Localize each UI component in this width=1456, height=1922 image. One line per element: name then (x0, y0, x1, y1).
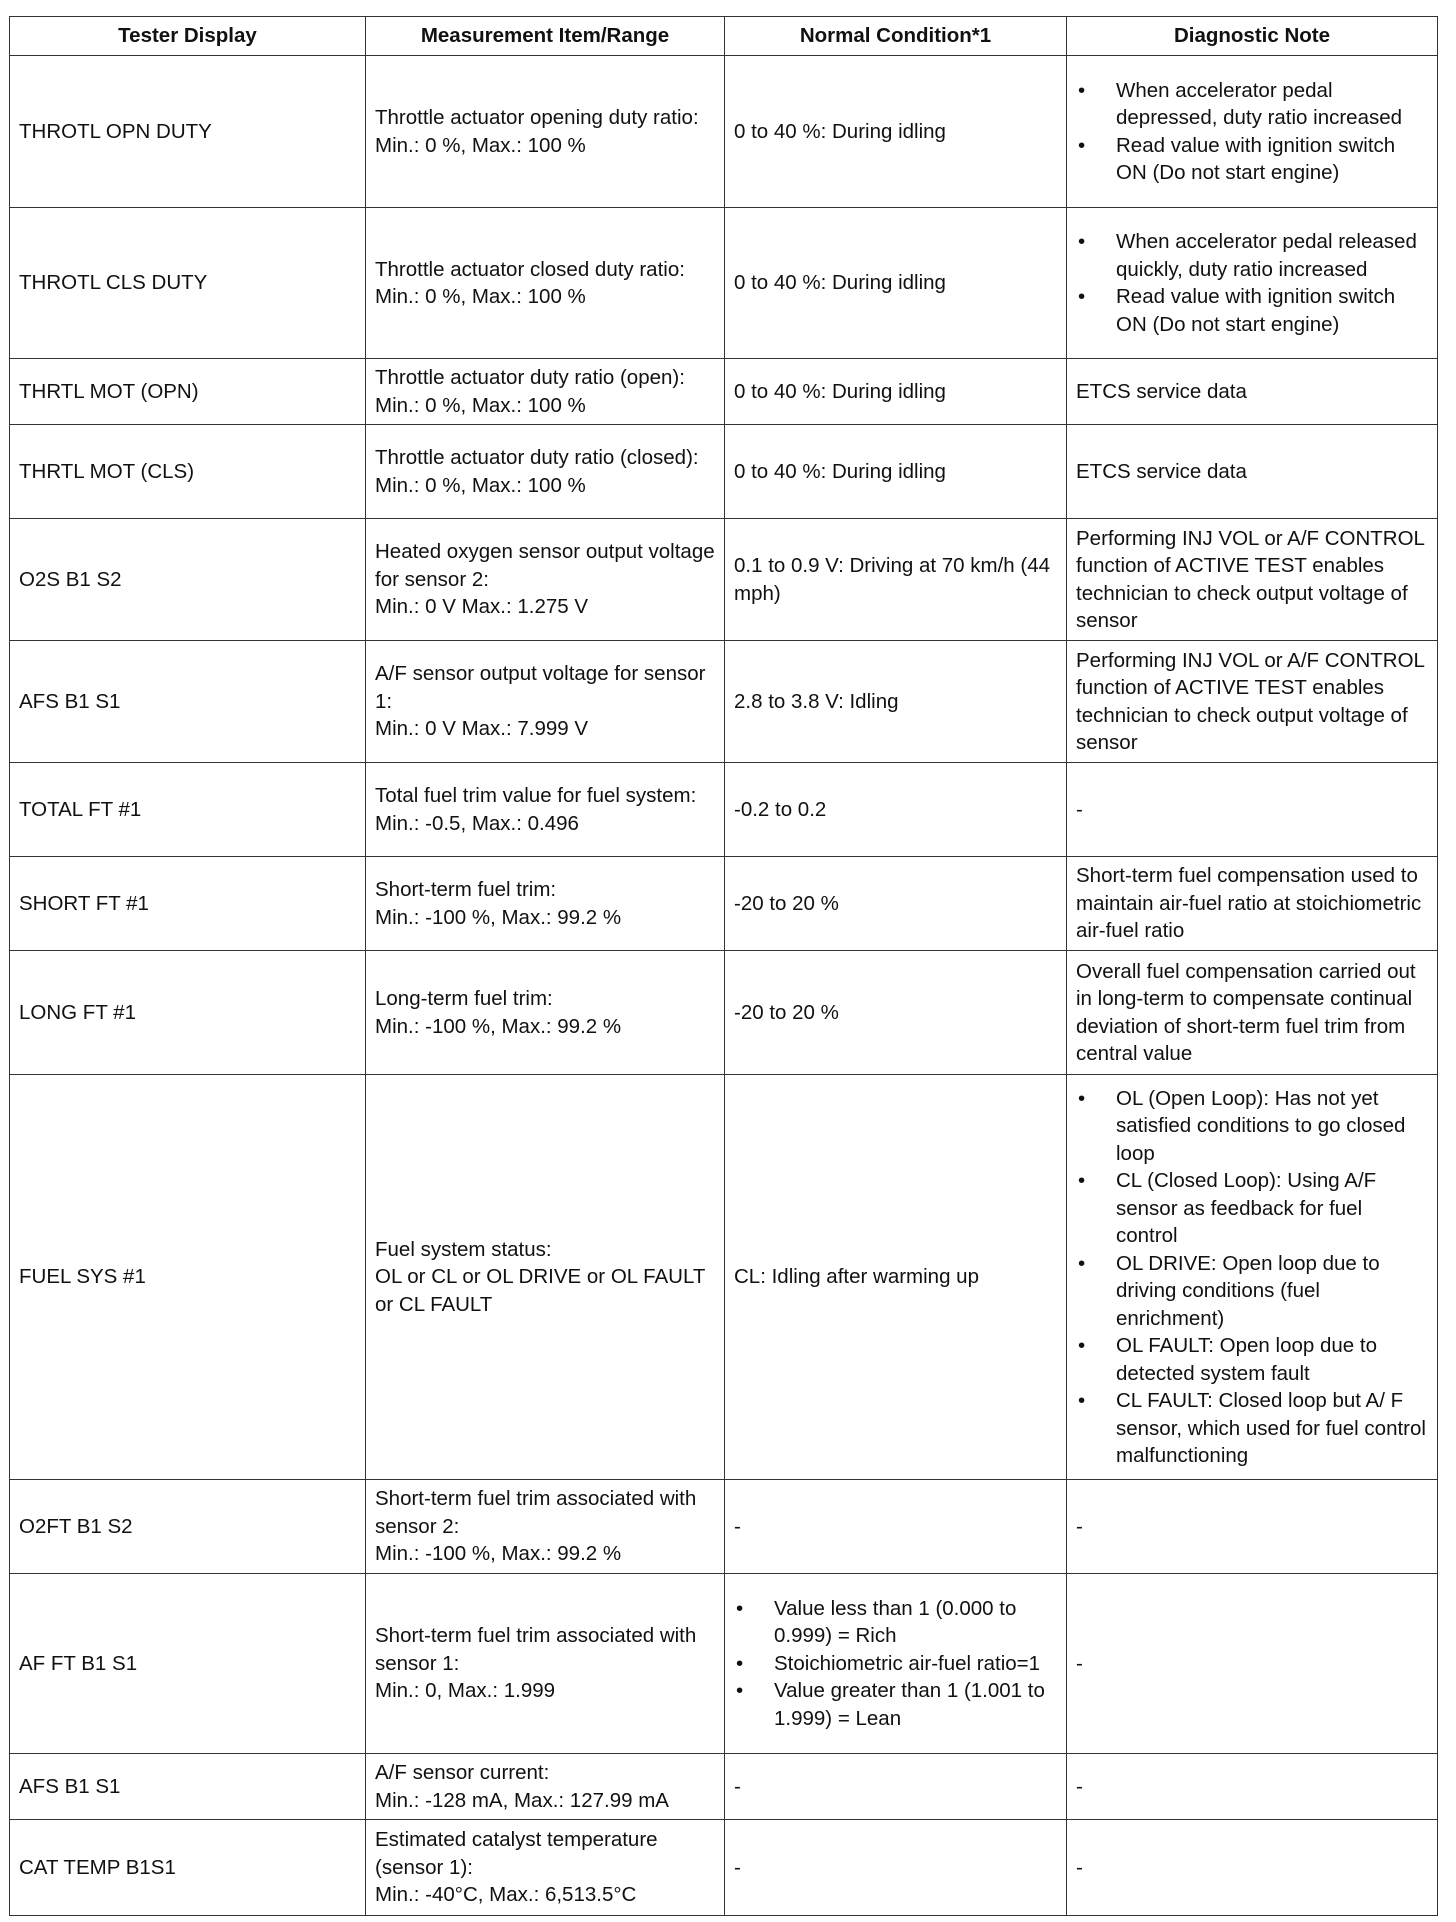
measurement-cell: Estimated catalyst temperature (sensor 1): Min.: -40°C, Max.: 6,513.5°C (366, 1820, 725, 1916)
note-bullet: • CL FAULT: Closed loop but A/ F sensor, which used for fuel control malfunctioning (1076, 1387, 1428, 1470)
tester-display-cell: LONG FT #1 (10, 951, 366, 1075)
note-bullet: • OL DRIVE: Open loop due to driving conditions (fuel enrichment) (1076, 1250, 1428, 1333)
normal-condition-cell: 0 to 40 %: During idling (725, 56, 1067, 208)
normal-condition-cell: - (725, 1480, 1067, 1574)
condition-bullet: • Stoichiometric air-fuel ratio=1 (734, 1650, 1057, 1678)
note-bullet: • Read value with ignition switch ON (Do not start engine) (1076, 283, 1428, 338)
tester-display-cell: AFS B1 S1 (10, 641, 366, 763)
diagnostic-note-cell: Performing INJ VOL or A/F CONTROL function of ACTIVE TEST enables technician to check output voltage of sensor (1067, 641, 1438, 763)
table-row (10, 1480, 1438, 1574)
diagnostic-note-cell: Performing INJ VOL or A/F CONTROL function of ACTIVE TEST enables technician to check output voltage of sensor (1067, 519, 1438, 641)
normal-condition-cell: 0 to 40 %: During idling (725, 359, 1067, 425)
diagnostic-note-cell: - (1067, 1480, 1438, 1574)
tester-display-cell: O2S B1 S2 (10, 519, 366, 641)
measurement-cell: Long-term fuel trim: Min.: -100 %, Max.: 99.2 % (366, 951, 725, 1075)
normal-condition-cell: -20 to 20 % (725, 857, 1067, 951)
measurement-cell: Short-term fuel trim: Min.: -100 %, Max.: 99.2 % (366, 857, 725, 951)
condition-bullet: • Value less than 1 (0.000 to 0.999) = Rich (734, 1595, 1057, 1650)
header-measurement-item: Measurement Item/Range (366, 17, 725, 56)
tester-display-cell: THRTL MOT (OPN) (10, 359, 366, 425)
measurement-cell: Short-term fuel trim associated with sensor 2: Min.: -100 %, Max.: 99.2 % (366, 1480, 725, 1574)
table-row (10, 425, 1438, 519)
diagnostic-note-cell: ETCS service data (1067, 359, 1438, 425)
normal-condition-cell: 0 to 40 %: During idling (725, 208, 1067, 359)
tester-display-cell: THROTL CLS DUTY (10, 208, 366, 359)
tester-display-cell: TOTAL FT #1 (10, 763, 366, 857)
normal-condition-cell: CL: Idling after warming up (725, 1075, 1067, 1480)
measurement-cell: Fuel system status: OL or CL or OL DRIVE or OL FAULT or CL FAULT (366, 1075, 725, 1480)
note-bullet: • OL (Open Loop): Has not yet satisfied conditions to go closed loop (1076, 1085, 1428, 1168)
condition-bullet: • Value greater than 1 (1.001 to 1.999) = Lean (734, 1677, 1057, 1732)
normal-condition-cell (725, 1574, 1067, 1754)
tester-display-cell: FUEL SYS #1 (10, 1075, 366, 1480)
table-row (10, 1574, 1438, 1754)
diagnostic-note-cell: - (1067, 763, 1438, 857)
data-list-table (9, 16, 1438, 1916)
measurement-cell: Short-term fuel trim associated with sensor 1: Min.: 0, Max.: 1.999 (366, 1574, 725, 1754)
diagnostic-note-cell (1067, 1075, 1438, 1480)
measurement-cell: Throttle actuator opening duty ratio: Min.: 0 %, Max.: 100 % (366, 56, 725, 208)
diagnostic-note-cell: ETCS service data (1067, 425, 1438, 519)
table-row (10, 763, 1438, 857)
table-row (10, 641, 1438, 763)
table-row (10, 1820, 1438, 1916)
note-bullet: • When accelerator pedal released quickly, duty ratio increased (1076, 228, 1428, 283)
header-diagnostic-note: Diagnostic Note (1067, 17, 1438, 56)
measurement-cell: Throttle actuator closed duty ratio: Min.: 0 %, Max.: 100 % (366, 208, 725, 359)
note-bullet: • When accelerator pedal depressed, duty ratio increased (1076, 77, 1428, 132)
diagnostic-note-cell: - (1067, 1820, 1438, 1916)
note-bullet: • OL FAULT: Open loop due to detected system fault (1076, 1332, 1428, 1387)
normal-condition-cell: 2.8 to 3.8 V: Idling (725, 641, 1067, 763)
normal-condition-cell: - (725, 1754, 1067, 1820)
tester-display-cell: AFS B1 S1 (10, 1754, 366, 1820)
table-row (10, 951, 1438, 1075)
tester-display-cell: SHORT FT #1 (10, 857, 366, 951)
tester-display-cell: THRTL MOT (CLS) (10, 425, 366, 519)
normal-condition-cell: 0.1 to 0.9 V: Driving at 70 km/h (44 mph) (725, 519, 1067, 641)
table-row (10, 857, 1438, 951)
tester-display-cell: O2FT B1 S2 (10, 1480, 366, 1574)
measurement-cell: A/F sensor current: Min.: -128 mA, Max.: 127.99 mA (366, 1754, 725, 1820)
normal-condition-cell: -20 to 20 % (725, 951, 1067, 1075)
diagnostic-note-cell: Short-term fuel compensation used to maintain air-fuel ratio at stoichiometric air-fuel ratio (1067, 857, 1438, 951)
header-tester-display: Tester Display (10, 17, 366, 56)
header-normal-condition: Normal Condition*1 (725, 17, 1067, 56)
table-row (10, 359, 1438, 425)
note-bullet: • Read value with ignition switch ON (Do not start engine) (1076, 132, 1428, 187)
measurement-cell: Total fuel trim value for fuel system: Min.: -0.5, Max.: 0.496 (366, 763, 725, 857)
diagnostic-note-cell (1067, 56, 1438, 208)
header-row (10, 17, 1438, 56)
measurement-cell: A/F sensor output voltage for sensor 1: Min.: 0 V Max.: 7.999 V (366, 641, 725, 763)
table-row (10, 519, 1438, 641)
measurement-cell: Heated oxygen sensor output voltage for sensor 2: Min.: 0 V Max.: 1.275 V (366, 519, 725, 641)
diagnostic-note-cell: - (1067, 1754, 1438, 1820)
measurement-cell: Throttle actuator duty ratio (closed): Min.: 0 %, Max.: 100 % (366, 425, 725, 519)
tester-display-cell: THROTL OPN DUTY (10, 56, 366, 208)
diagnostic-note-cell: - (1067, 1574, 1438, 1754)
normal-condition-cell: - (725, 1820, 1067, 1916)
measurement-cell: Throttle actuator duty ratio (open): Min.: 0 %, Max.: 100 % (366, 359, 725, 425)
table-row (10, 1075, 1438, 1480)
normal-condition-cell: -0.2 to 0.2 (725, 763, 1067, 857)
diagnostic-note-cell (1067, 208, 1438, 359)
normal-condition-cell: 0 to 40 %: During idling (725, 425, 1067, 519)
tester-display-cell: CAT TEMP B1S1 (10, 1820, 366, 1916)
table-row (10, 56, 1438, 208)
diagnostic-note-cell: Overall fuel compensation carried out in long-term to compensate continual deviation of short-term fuel trim from central value (1067, 951, 1438, 1075)
table-row (10, 208, 1438, 359)
tester-display-cell: AF FT B1 S1 (10, 1574, 366, 1754)
table-row (10, 1754, 1438, 1820)
note-bullet: • CL (Closed Loop): Using A/F sensor as feedback for fuel control (1076, 1167, 1428, 1250)
